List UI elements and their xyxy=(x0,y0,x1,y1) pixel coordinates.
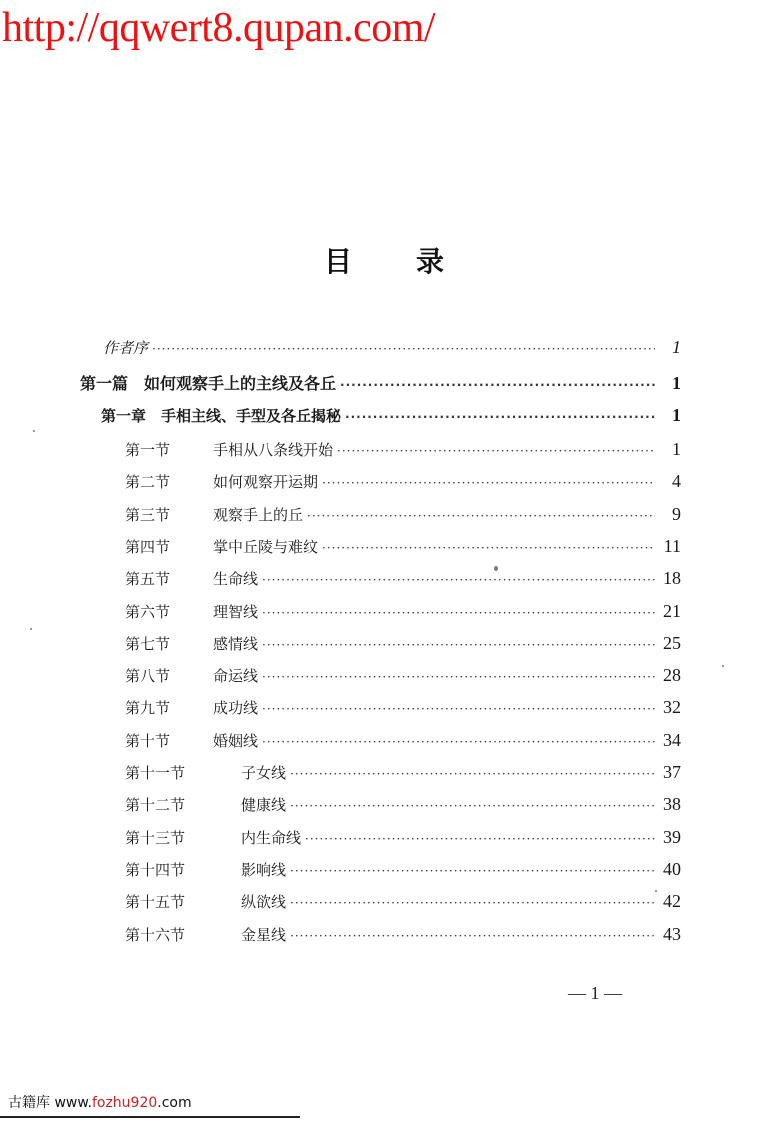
toc-page-number: 43 xyxy=(663,923,681,944)
toc-entry-chapter-1 xyxy=(101,405,681,437)
section-title: 成功线 xyxy=(213,699,259,718)
scan-speck xyxy=(655,890,657,892)
section-title: 如何观察开运期 xyxy=(213,473,319,492)
section-number: 第十一节 xyxy=(125,764,186,782)
toc-page-number: 4 xyxy=(672,471,681,492)
toc-page-number: 34 xyxy=(663,729,681,750)
section-title: 观察手上的丘 xyxy=(213,505,304,524)
toc-entry-section xyxy=(125,665,681,697)
toc-entry-section xyxy=(125,471,681,503)
section-number: 第七节 xyxy=(125,634,171,653)
leader-dots xyxy=(322,541,655,555)
toc-page-number: 21 xyxy=(663,600,681,621)
bottom-rule xyxy=(0,1116,300,1118)
leader-dots xyxy=(262,670,655,684)
section-title: 金星线 xyxy=(241,925,287,944)
leader-dots xyxy=(262,573,655,587)
site-highlight: fozhu920 xyxy=(91,1095,158,1111)
leader-dots xyxy=(290,864,655,878)
page-title xyxy=(0,240,768,280)
page-number-footer: — 1 — xyxy=(568,983,622,1003)
toc-entry-preface xyxy=(103,337,681,369)
toc-page-number: 42 xyxy=(663,891,681,912)
toc-page-number: 25 xyxy=(663,632,681,653)
toc-page-number: 40 xyxy=(663,858,681,879)
site-prefix: 古籍库 www. xyxy=(8,1095,92,1111)
section-number: 第六节 xyxy=(125,602,171,621)
toc-entry-section xyxy=(125,633,681,665)
section-title: 命运线 xyxy=(213,667,259,686)
section-number: 第二节 xyxy=(125,473,171,492)
toc-page-number: 28 xyxy=(663,665,681,686)
url-watermark: http://qqwert8.qupan.com/ xyxy=(2,5,436,51)
toc-page-number: 1 xyxy=(672,373,681,393)
leader-dots xyxy=(262,606,655,620)
toc-entry-section xyxy=(125,601,681,633)
toc-entry-section xyxy=(125,536,681,568)
section-number: 第十二节 xyxy=(125,796,186,815)
section-title: 婚姻线 xyxy=(213,731,259,750)
toc-label: 第一章 手相主线、手型及各丘揭秘 xyxy=(101,407,342,425)
leader-dots xyxy=(262,638,655,652)
leader-dots xyxy=(322,476,655,490)
section-number: 第八节 xyxy=(125,667,171,686)
site-watermark xyxy=(8,1092,192,1112)
toc-page-number: 1 xyxy=(672,337,681,357)
toc-page-number: 1 xyxy=(672,439,681,459)
section-number: 第十六节 xyxy=(125,925,186,944)
toc-page-number: 37 xyxy=(663,762,681,782)
section-number: 第九节 xyxy=(125,699,171,718)
toc-page-number: 11 xyxy=(663,535,681,556)
scan-speck xyxy=(33,430,35,432)
leader-dots xyxy=(290,896,655,910)
toc-label: 作者序 xyxy=(103,339,149,357)
section-title: 感情线 xyxy=(213,634,259,653)
leader-dots xyxy=(340,378,655,392)
toc-entry-section xyxy=(125,697,681,729)
section-number: 第四节 xyxy=(125,537,171,556)
toc-page-number: 18 xyxy=(663,568,681,589)
site-suffix: .com xyxy=(157,1095,192,1111)
leader-dots xyxy=(290,799,655,813)
toc-page-number: 1 xyxy=(672,405,681,425)
leader-dots xyxy=(307,509,655,523)
scan-speck xyxy=(30,628,32,630)
toc-page-number: 32 xyxy=(663,697,681,718)
scan-speck xyxy=(494,566,498,571)
section-number: 第五节 xyxy=(125,570,171,589)
toc-label: 第一篇 如何观察手上的主线及各丘 xyxy=(80,374,337,393)
section-number: 第十五节 xyxy=(125,893,186,912)
toc-entry-part-1 xyxy=(80,371,681,403)
section-number: 第十三节 xyxy=(125,828,186,847)
section-title: 理智线 xyxy=(213,602,259,621)
toc-entry-section xyxy=(125,762,681,794)
leader-dots xyxy=(262,702,655,716)
section-title: 生命线 xyxy=(213,570,259,589)
section-title: 健康线 xyxy=(241,796,287,815)
title-char-1: 目 xyxy=(323,245,352,278)
leader-dots xyxy=(305,832,655,846)
scan-speck xyxy=(722,665,724,667)
toc-entry-section xyxy=(125,924,681,956)
toc-page-number: 9 xyxy=(672,503,681,524)
leader-dots xyxy=(290,767,655,781)
toc-page-number: 38 xyxy=(663,794,681,815)
leader-dots xyxy=(290,929,655,943)
toc-page-number: 39 xyxy=(663,826,681,847)
section-number: 第三节 xyxy=(125,505,171,524)
section-number: 第十节 xyxy=(125,731,171,750)
toc-entry-section xyxy=(125,504,681,536)
title-char-2: 录 xyxy=(416,245,445,278)
leader-dots xyxy=(262,735,655,749)
section-number: 第一节 xyxy=(125,441,171,459)
toc-entry-section xyxy=(125,439,681,471)
toc-entry-section xyxy=(125,794,681,826)
section-title: 子女线 xyxy=(241,764,287,782)
toc-entry-section xyxy=(125,730,681,762)
leader-dots xyxy=(152,342,655,356)
toc-entry-section xyxy=(125,859,681,891)
leader-dots xyxy=(337,444,655,458)
section-title: 手相从八条线开始 xyxy=(213,441,334,459)
section-number: 第十四节 xyxy=(125,860,186,879)
toc-entry-section xyxy=(125,891,681,923)
section-title: 掌中丘陵与难纹 xyxy=(213,537,319,556)
section-title: 纵欲线 xyxy=(241,893,287,912)
section-title: 影响线 xyxy=(241,860,287,879)
section-title: 内生命线 xyxy=(241,828,302,847)
toc-entry-section xyxy=(125,827,681,859)
leader-dots xyxy=(345,410,655,424)
toc-entry-section xyxy=(125,568,681,600)
